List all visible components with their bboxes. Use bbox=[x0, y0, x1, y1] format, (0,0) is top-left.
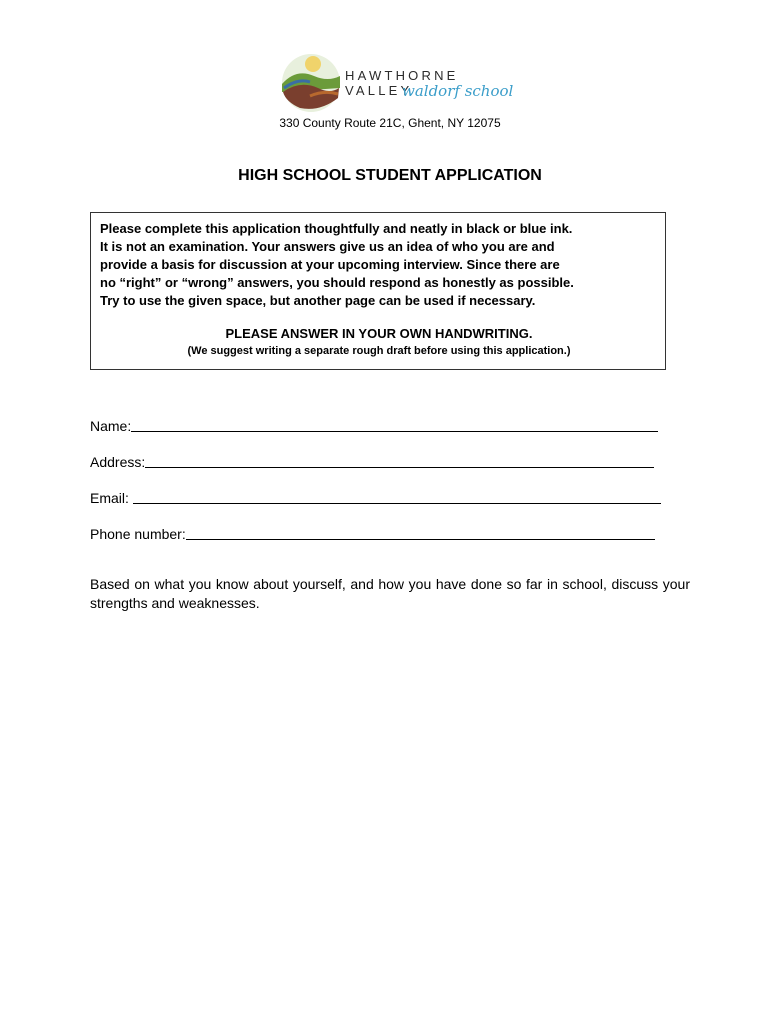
logo-text-waldorf-school: waldorf school bbox=[402, 82, 514, 100]
question-strengths-weaknesses: Based on what you know about yourself, and how you have done so far in school, discuss your strengths and weaknesses. bbox=[90, 576, 690, 611]
instructions-box bbox=[90, 212, 666, 370]
handwriting-notice: PLEASE ANSWER IN YOUR OWN HANDWRITING. bbox=[225, 326, 533, 341]
email-field[interactable] bbox=[90, 486, 661, 506]
address-input-line[interactable] bbox=[145, 453, 654, 468]
rough-draft-suggestion: (We suggest writing a separate rough draft before using this application.) bbox=[187, 345, 571, 357]
email-input-line[interactable] bbox=[133, 489, 661, 504]
instructions-paragraph: Please complete this application thoughtfully and neatly in black or blue ink. It is not an examination. Your answers give us an idea of who you are and provide a basis for discussion at your upcoming interview. Since there are no “right” or “wrong” answers, you should respond as honestly as possible. Try to use the given space, but another page can be used if necessary. bbox=[100, 221, 574, 308]
page-title: HIGH SCHOOL STUDENT APPLICATION bbox=[238, 167, 542, 184]
logo-text-hawthorne: HAWTHORNE bbox=[345, 68, 459, 83]
address-field[interactable] bbox=[90, 450, 654, 470]
phone-input-line[interactable] bbox=[186, 525, 655, 540]
email-label: Email: bbox=[90, 490, 129, 506]
logo-text-valley: VALLEY bbox=[345, 83, 413, 98]
name-field[interactable] bbox=[90, 414, 658, 434]
phone-field[interactable] bbox=[90, 522, 655, 542]
logo-emblem-icon bbox=[280, 52, 342, 114]
school-address: 330 County Route 21C, Ghent, NY 12075 bbox=[279, 116, 501, 130]
name-label: Name: bbox=[90, 418, 132, 434]
school-logo bbox=[280, 52, 514, 114]
address-label: Address: bbox=[90, 454, 146, 470]
phone-label: Phone number: bbox=[90, 526, 186, 542]
name-input-line[interactable] bbox=[131, 417, 658, 432]
